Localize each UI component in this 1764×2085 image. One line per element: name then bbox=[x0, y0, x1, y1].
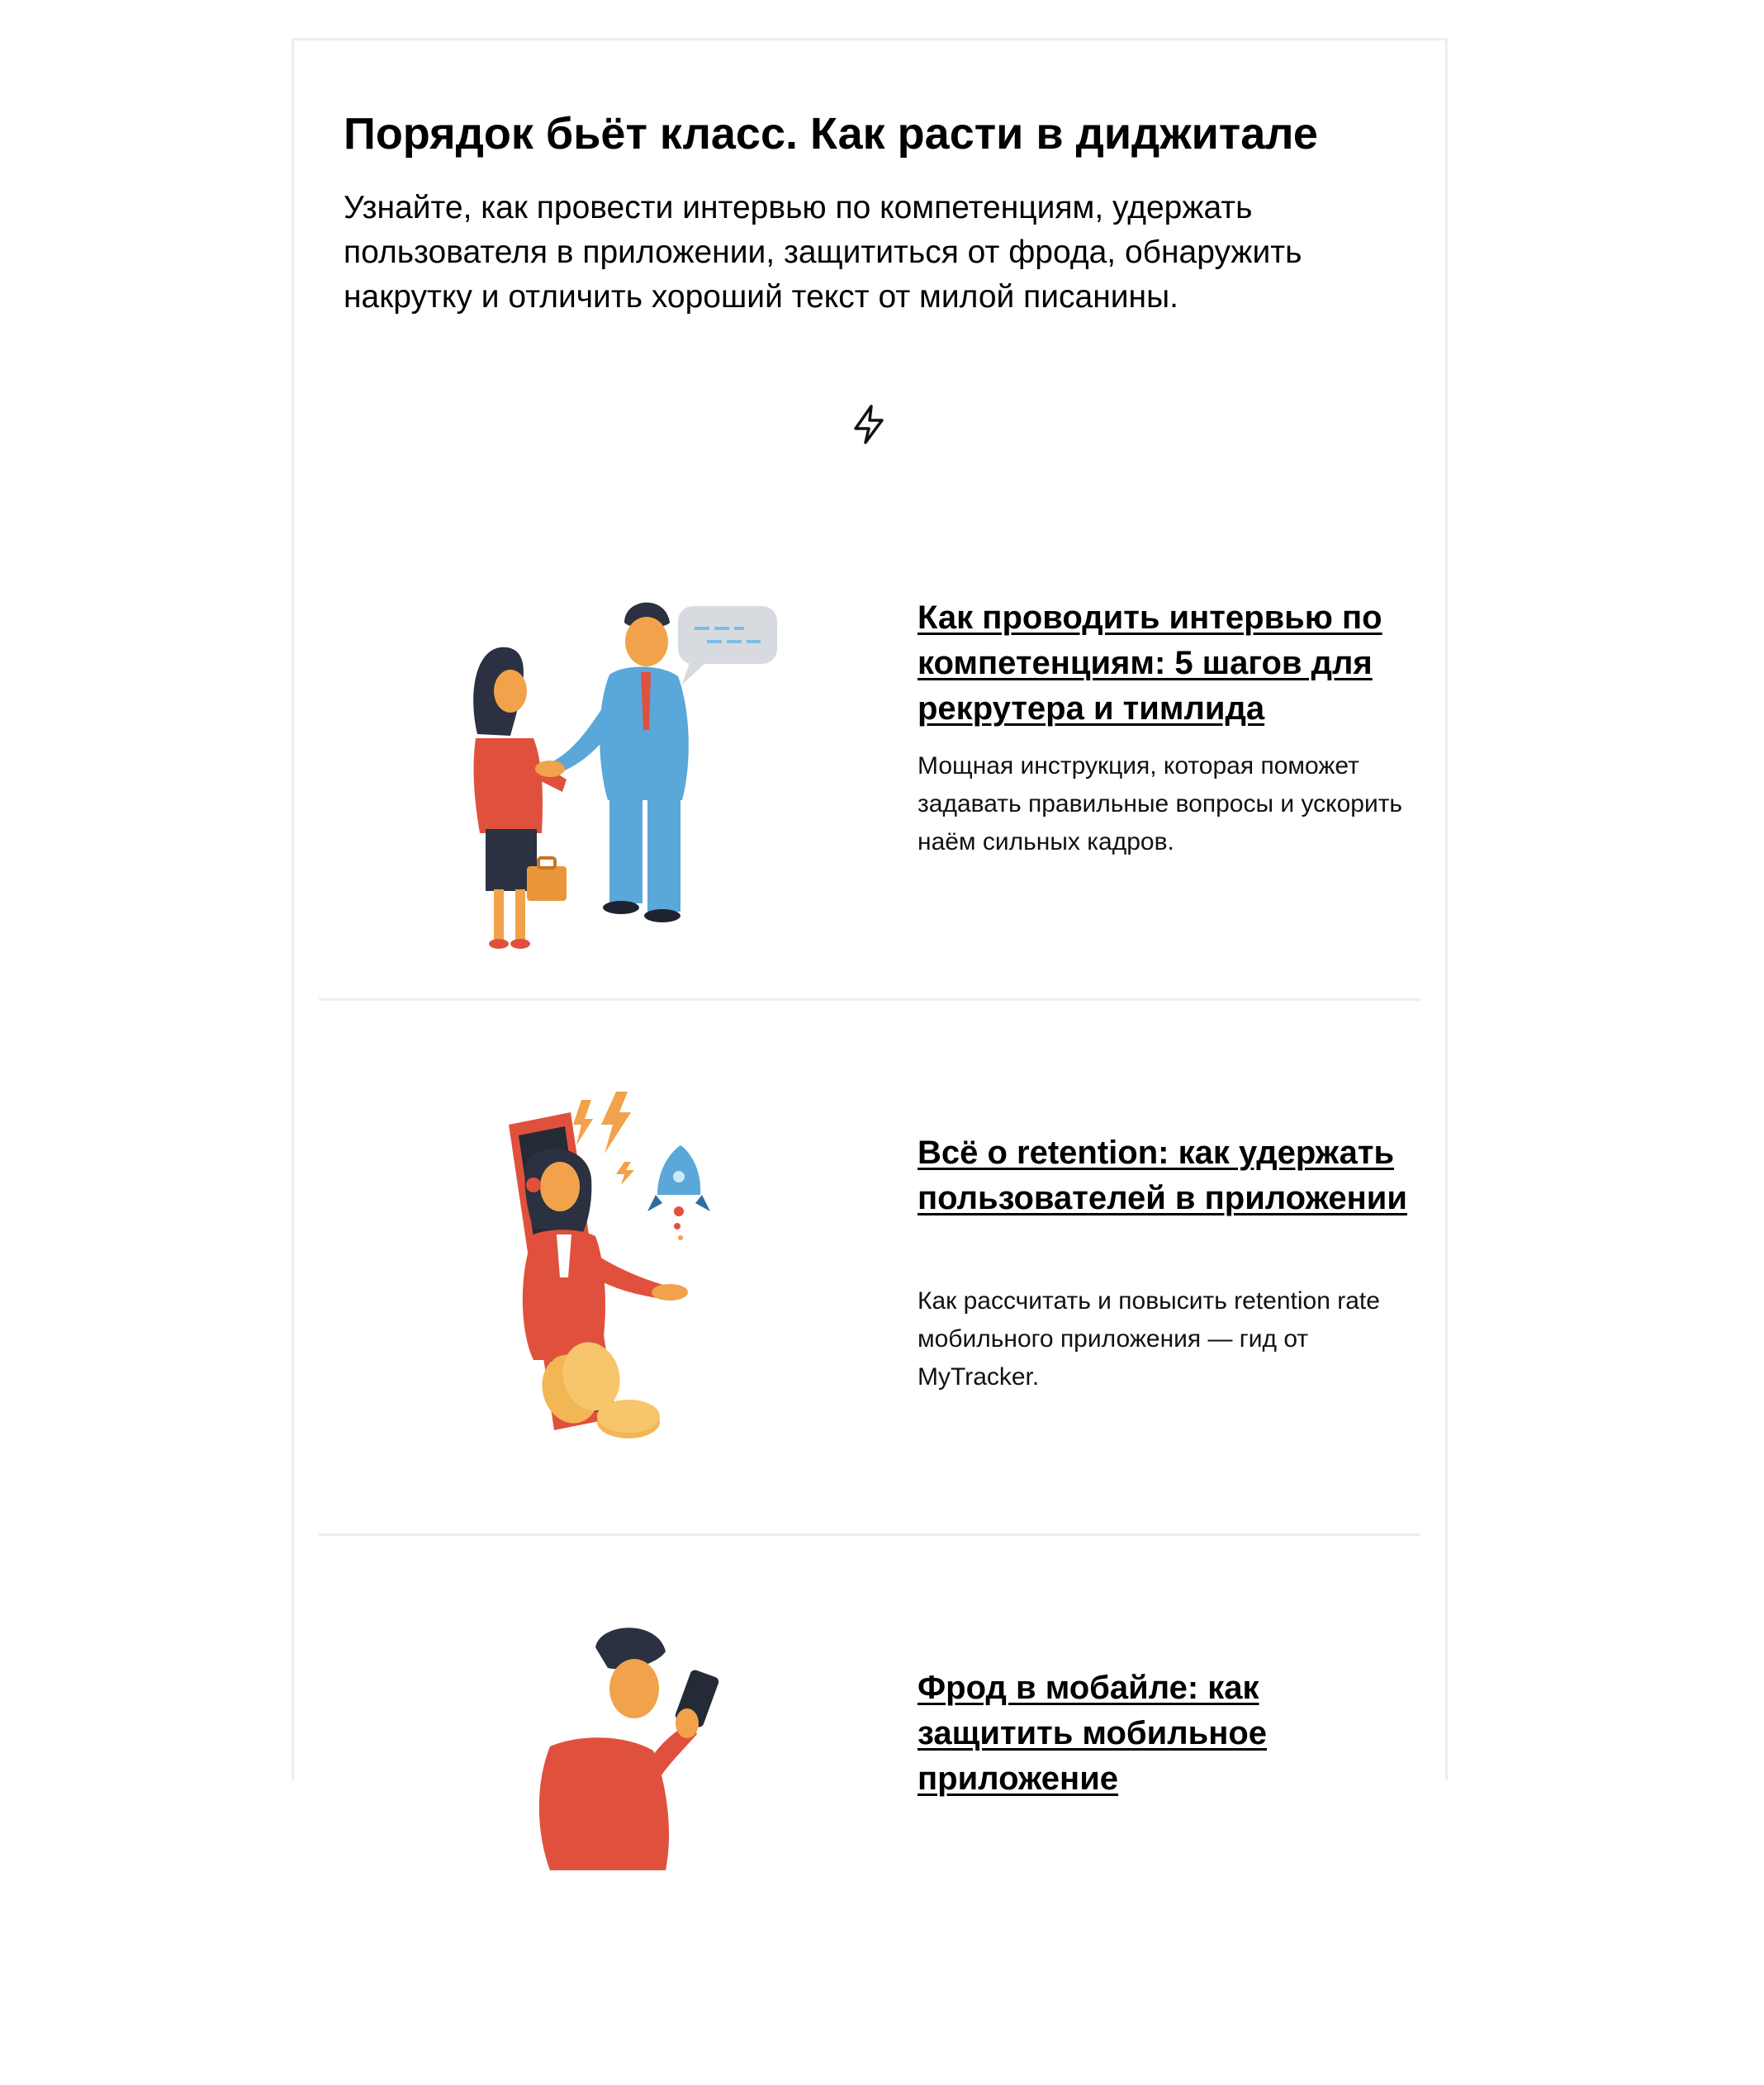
handshake-interview-illustration bbox=[418, 552, 790, 949]
article-item bbox=[294, 1088, 1445, 1550]
divider bbox=[319, 1533, 1420, 1536]
page-title: Порядок бьёт класс. Как расти в диджитале bbox=[344, 109, 1318, 159]
lightning-icon bbox=[849, 404, 890, 445]
article-title-link[interactable]: Как проводить интервью по компетенциям: 5 шагов для рекрутера и тимлида bbox=[918, 599, 1382, 727]
newsletter-card bbox=[292, 38, 1448, 1797]
article-item bbox=[294, 552, 1445, 1015]
article-description: Как рассчитать и повысить retention rate мобильного приложения — гид от MyTracker. bbox=[918, 1287, 1380, 1391]
article-title-link[interactable]: Всё о retention: как удержать пользователей в приложении bbox=[918, 1135, 1407, 1216]
man-with-phone-illustration bbox=[418, 1623, 790, 2019]
intro-text: Узнайте, как провести интервью по компетенциям, удержать пользователя в приложении, защититься от фрода, обнаружить накрутку и отличить хороший текст от милой писанины. bbox=[344, 190, 1302, 315]
article-description: Мощная инструкция, которая поможет задавать правильные вопросы и ускорить наём сильных кадров. bbox=[918, 752, 1403, 855]
phone-rocket-coins-illustration bbox=[418, 1088, 790, 1484]
article-title-link[interactable]: Фрод в мобайле: как защитить мобильное приложение bbox=[918, 1670, 1268, 1797]
article-item bbox=[294, 1623, 1445, 2085]
divider bbox=[319, 998, 1420, 1001]
